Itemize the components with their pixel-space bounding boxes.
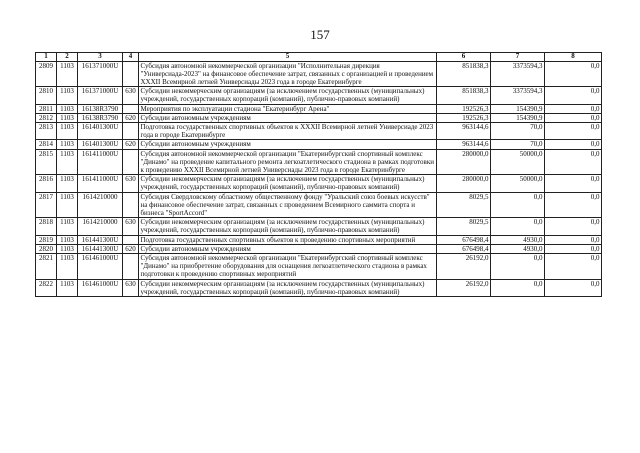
row-number: 2820 — [36, 244, 57, 253]
target-code: 16138R3790 — [78, 113, 123, 122]
amount-2025: 0,0 — [545, 253, 602, 279]
amount-2024: 4930,0 — [491, 244, 545, 253]
amount-2023: 851838,3 — [437, 87, 491, 104]
amount-2025: 0,0 — [545, 140, 602, 149]
expense-type — [123, 235, 139, 244]
target-code: 161461000U — [78, 279, 123, 296]
amount-2025: 0,0 — [545, 149, 602, 175]
amount-2023: 26192,0 — [437, 279, 491, 296]
row-number: 2816 — [36, 175, 57, 192]
amount-2023: 963144,6 — [437, 122, 491, 139]
section-code: 1103 — [57, 61, 78, 87]
budget-table — [35, 52, 602, 297]
row-description: Субсидии некоммерческим организациям (за исключением государственных (муниципальных) учреждений, государственных корпораций (компаний), публично-правовых компаний) — [139, 279, 437, 296]
section-code: 1103 — [57, 104, 78, 113]
expense-type: 620 — [123, 140, 139, 149]
amount-2023: 280000,0 — [437, 149, 491, 175]
amount-2025: 0,0 — [545, 113, 602, 122]
amount-2023: 676498,4 — [437, 244, 491, 253]
header-col-7: 7 — [491, 53, 545, 62]
section-code: 1103 — [57, 87, 78, 104]
row-description: Подготовка государственных спортивных объектов к проведению спортивных мероприятий — [139, 235, 437, 244]
row-number: 2810 — [36, 87, 57, 104]
row-number: 2821 — [36, 253, 57, 279]
amount-2024: 4930,0 — [491, 235, 545, 244]
expense-type: 630 — [123, 175, 139, 192]
row-description: Подготовка государственных спортивных объектов к XXXII Всемирной летней Универсиаде 2023 года в городе Екатеринбурге — [139, 122, 437, 139]
amount-2024: 0,0 — [491, 279, 545, 296]
table-row — [36, 235, 602, 244]
target-code: 161441300U — [78, 244, 123, 253]
amount-2024: 0,0 — [491, 253, 545, 279]
amount-2024: 3373594,3 — [491, 61, 545, 87]
section-code: 1103 — [57, 279, 78, 296]
amount-2024: 50000,0 — [491, 175, 545, 192]
expense-type — [123, 253, 139, 279]
target-code: 161441300U — [78, 235, 123, 244]
target-code: 161461000U — [78, 253, 123, 279]
amount-2023: 8029,5 — [437, 192, 491, 218]
section-code: 1103 — [57, 192, 78, 218]
amount-2025: 0,0 — [545, 244, 602, 253]
header-col-5: 5 — [139, 53, 437, 62]
header-col-2: 2 — [57, 53, 78, 62]
table-row — [36, 149, 602, 175]
amount-2025: 0,0 — [545, 104, 602, 113]
amount-2023: 676498,4 — [437, 235, 491, 244]
expense-type — [123, 192, 139, 218]
section-code: 1103 — [57, 149, 78, 175]
row-description: Субсидия автономной некоммерческой организации "Екатеринбургский спортивный комплекс "Динамо" на проведение капитального ремонта легкоатлетического стадиона в рамках подготовки к проведению XXXII Всемирной летней Универсиады 2023 года в городе Екатеринбурге — [139, 149, 437, 175]
row-number: 2818 — [36, 218, 57, 235]
amount-2024: 154390,9 — [491, 113, 545, 122]
header-col-3: 3 — [78, 53, 123, 62]
amount-2025: 0,0 — [545, 87, 602, 104]
section-code: 1103 — [57, 122, 78, 139]
amount-2025: 0,0 — [545, 235, 602, 244]
table-row — [36, 104, 602, 113]
row-description: Субсидия автономной некоммерческой организации "Екатеринбургский спортивный комплекс "Динамо" на приобретение оборудования для оснащения легкоатлетического стадиона в рамках подготовки к проведению спортивных мероприятий — [139, 253, 437, 279]
amount-2025: 0,0 — [545, 279, 602, 296]
page-number: 157 — [310, 27, 330, 42]
amount-2024: 0,0 — [491, 192, 545, 218]
amount-2023: 192526,3 — [437, 113, 491, 122]
amount-2025: 0,0 — [545, 192, 602, 218]
row-number: 2809 — [36, 61, 57, 87]
amount-2023: 851838,3 — [437, 61, 491, 87]
target-code: 161371000U — [78, 61, 123, 87]
expense-type: 630 — [123, 218, 139, 235]
section-code: 1103 — [57, 140, 78, 149]
header-col-1: 1 — [36, 53, 57, 62]
expense-type: 620 — [123, 244, 139, 253]
row-description: Субсидии некоммерческим организациям (за исключением государственных (муниципальных) учреждений, государственных корпораций (компаний), публично-правовых компаний) — [139, 87, 437, 104]
amount-2024: 3373594,3 — [491, 87, 545, 104]
table-row — [36, 192, 602, 218]
target-code: 1614210000 — [78, 218, 123, 235]
section-code: 1103 — [57, 244, 78, 253]
expense-type — [123, 61, 139, 87]
table-row — [36, 244, 602, 253]
row-description: Субсидии автономным учреждениям — [139, 244, 437, 253]
header-col-8: 8 — [545, 53, 602, 62]
amount-2023: 26192,0 — [437, 253, 491, 279]
target-code: 161401300U — [78, 122, 123, 139]
section-code: 1103 — [57, 218, 78, 235]
expense-type — [123, 149, 139, 175]
section-code: 1103 — [57, 113, 78, 122]
amount-2025: 0,0 — [545, 61, 602, 87]
header-col-6: 6 — [437, 53, 491, 62]
row-description: Субсидии некоммерческим организациям (за исключением государственных (муниципальных) учреждений, государственных корпораций (компаний), публично-правовых компаний) — [139, 175, 437, 192]
section-code: 1103 — [57, 175, 78, 192]
section-code: 1103 — [57, 235, 78, 244]
expense-type — [123, 104, 139, 113]
amount-2024: 50000,0 — [491, 149, 545, 175]
expense-type: 630 — [123, 87, 139, 104]
amount-2023: 280000,0 — [437, 175, 491, 192]
table-row — [36, 61, 602, 87]
table-header-row — [36, 53, 602, 62]
row-description: Субсидии автономным учреждениям — [139, 113, 437, 122]
row-number: 2812 — [36, 113, 57, 122]
amount-2023: 963144,6 — [437, 140, 491, 149]
target-code: 16138R3790 — [78, 104, 123, 113]
amount-2024: 70,0 — [491, 122, 545, 139]
table-row — [36, 253, 602, 279]
row-number: 2819 — [36, 235, 57, 244]
row-description: Субсидия автономной некоммерческой организации "Исполнительная дирекция "Универсиада-2023" на финансовое обеспечение затрат, связанных с организацией и проведением XXXII Всемирной летней Универсиады 2023 года в городе Екатеринбурге — [139, 61, 437, 87]
section-code: 1103 — [57, 253, 78, 279]
target-code: 161401300U — [78, 140, 123, 149]
amount-2024: 70,0 — [491, 140, 545, 149]
table-row — [36, 279, 602, 296]
row-description: Субсидии некоммерческим организациям (за исключением государственных (муниципальных) учреждений, государственных корпораций (компаний), публично-правовых компаний) — [139, 218, 437, 235]
row-description: Субсидия Свердловскому областному общественному фонду "Уральский союз боевых искусств" на финансовое обеспечение затрат, связанных с проведением Всемирного саммита спорта и бизнеса "SportAccord" — [139, 192, 437, 218]
target-code: 161411000U — [78, 175, 123, 192]
amount-2025: 0,0 — [545, 122, 602, 139]
table-row — [36, 140, 602, 149]
target-code: 161371000U — [78, 87, 123, 104]
amount-2024: 154390,9 — [491, 104, 545, 113]
amount-2023: 8029,5 — [437, 218, 491, 235]
amount-2025: 0,0 — [545, 218, 602, 235]
row-number: 2813 — [36, 122, 57, 139]
target-code: 161411000U — [78, 149, 123, 175]
target-code: 1614210000 — [78, 192, 123, 218]
table-row — [36, 175, 602, 192]
amount-2024: 0,0 — [491, 218, 545, 235]
row-description: Мероприятия по эксплуатации стадиона "Екатеринбург Арена" — [139, 104, 437, 113]
row-number: 2815 — [36, 149, 57, 175]
table-row — [36, 113, 602, 122]
expense-type — [123, 122, 139, 139]
expense-type: 620 — [123, 113, 139, 122]
header-col-4: 4 — [123, 53, 139, 62]
row-number: 2811 — [36, 104, 57, 113]
amount-2025: 0,0 — [545, 175, 602, 192]
table-row — [36, 218, 602, 235]
expense-type: 630 — [123, 279, 139, 296]
table-row — [36, 87, 602, 104]
row-number: 2822 — [36, 279, 57, 296]
amount-2023: 192526,3 — [437, 104, 491, 113]
row-number: 2817 — [36, 192, 57, 218]
row-number: 2814 — [36, 140, 57, 149]
table-row — [36, 122, 602, 139]
row-description: Субсидии автономным учреждениям — [139, 140, 437, 149]
